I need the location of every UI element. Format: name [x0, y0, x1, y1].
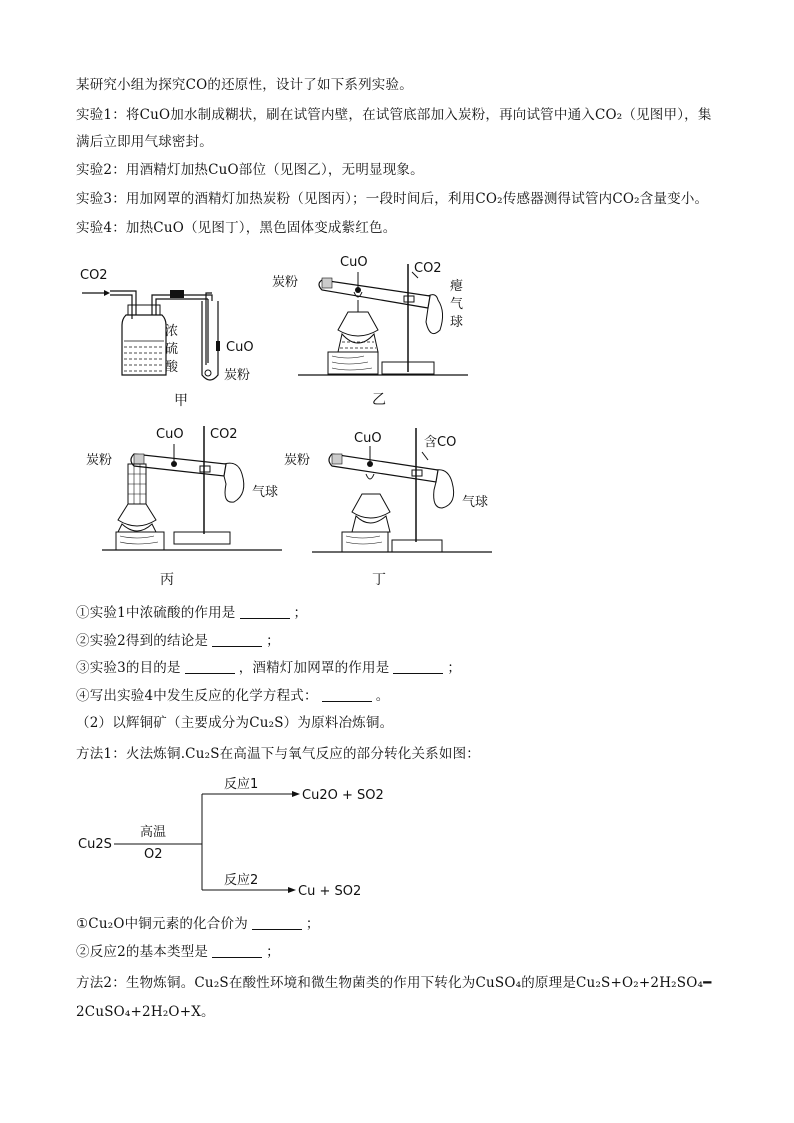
part-2-text: （2）以辉铜矿（主要成分为Cu₂S）为原料冶炼铜。 — [76, 715, 394, 731]
yi-balloon-char-1: 瘪 — [450, 279, 464, 294]
jia-carbon-label: 炭粉 — [224, 368, 251, 383]
question-6: ②反应2的基本类型是 ； — [76, 944, 280, 960]
yi-balloon-char-2: 气 — [450, 297, 464, 312]
answer-blank-2[interactable] — [212, 632, 262, 647]
figure-ding — [282, 424, 502, 594]
intro-text: 某研究小组为探究CO的还原性，设计了如下系列实验。 — [76, 77, 413, 93]
question-1: ①实验1中浓硫酸的作用是 ； — [76, 605, 308, 621]
ding-caption: 丁 — [372, 572, 386, 588]
scheme-r1-label: 反应1 — [224, 777, 259, 792]
ding-carbon-label: 炭粉 — [284, 453, 311, 468]
figure-jia — [74, 255, 274, 415]
answer-blank-3b[interactable] — [393, 659, 443, 674]
scheme-r2-label: 反应2 — [224, 873, 259, 888]
ding-balloon-label: 气球 — [462, 495, 489, 510]
reaction-scheme — [74, 772, 414, 902]
figure-bing — [82, 424, 292, 594]
bing-co2-label: CO2 — [210, 427, 238, 442]
question-5: ①Cu₂O中铜元素的化合价为 ； — [76, 916, 320, 932]
ding-co-label: 含CO — [424, 435, 457, 450]
question-3: ③实验3的目的是 ，酒精灯加网罩的作用是 ； — [76, 660, 462, 676]
yi-cuo-label: CuO — [340, 255, 368, 270]
scheme-condition-top: 高温 — [140, 825, 167, 840]
figure-yi — [268, 252, 478, 412]
answer-blank-6[interactable] — [212, 943, 262, 958]
experiment-2-text: 实验2：用酒精灯加热CuO部位（见图乙），无明显现象。 — [76, 162, 424, 178]
jia-caption: 甲 — [174, 393, 188, 409]
yi-carbon-label: 炭粉 — [272, 275, 299, 290]
question-4: ④写出实验4中发生反应的化学方程式： 。 — [76, 688, 390, 704]
scheme-r2-products: Cu + SO2 — [298, 884, 362, 899]
question-2: ②实验2得到的结论是 ； — [76, 633, 280, 649]
answer-blank-4[interactable] — [322, 687, 372, 702]
bing-carbon-label: 炭粉 — [86, 453, 113, 468]
experiment-4-text: 实验4：加热CuO（见图丁），黑色固体变成紫红色。 — [76, 220, 397, 236]
bing-caption: 丙 — [160, 572, 174, 588]
bing-balloon-label: 气球 — [252, 485, 279, 500]
answer-blank-3a[interactable] — [185, 659, 235, 674]
bing-cuo-label: CuO — [156, 427, 184, 442]
method-2-text: 方法2：生物炼铜。Cu₂S在酸性环境和微生物菌类的作用下转化为CuSO₄的原理是Cu₂S+O₂+2H₂SO₄━ — [76, 975, 712, 991]
experiment-3-text: 实验3：用加网罩的酒精灯加热炭粉（见图丙）；一段时间后，利用CO₂传感器测得试管内CO₂含量变小。 — [76, 191, 709, 207]
experiment-1-text: 实验1：将CuO加水制成糊状，刷在试管内壁，在试管底部加入炭粉，再向试管中通入CO₂（见图甲），集 — [76, 107, 712, 123]
yi-balloon-char-3: 球 — [450, 315, 464, 330]
method-1-text: 方法1：火法炼铜.Cu₂S在高温下与氧气反应的部分转化关系如图： — [76, 746, 480, 762]
jia-cuo-label: CuO — [226, 340, 254, 355]
jia-acid-char-1: 浓 — [165, 324, 179, 339]
jia-co2-label: CO2 — [80, 268, 108, 283]
ding-cuo-label: CuO — [354, 431, 382, 446]
scheme-reactant: Cu2S — [78, 837, 112, 852]
scheme-r1-products: Cu2O + SO2 — [302, 788, 384, 803]
scheme-condition-bottom: O2 — [144, 847, 163, 862]
yi-co2-label: CO2 — [414, 261, 442, 276]
method-2-text-cont: 2CuSO₄+2H₂O+X。 — [76, 1004, 215, 1020]
jia-acid-char-3: 酸 — [165, 360, 179, 375]
answer-blank-1[interactable] — [240, 604, 290, 619]
answer-blank-5[interactable] — [252, 915, 302, 930]
jia-acid-char-2: 硫 — [165, 342, 179, 357]
experiment-1-text-cont: 满后立即用气球密封。 — [76, 134, 213, 150]
yi-caption: 乙 — [372, 392, 386, 408]
